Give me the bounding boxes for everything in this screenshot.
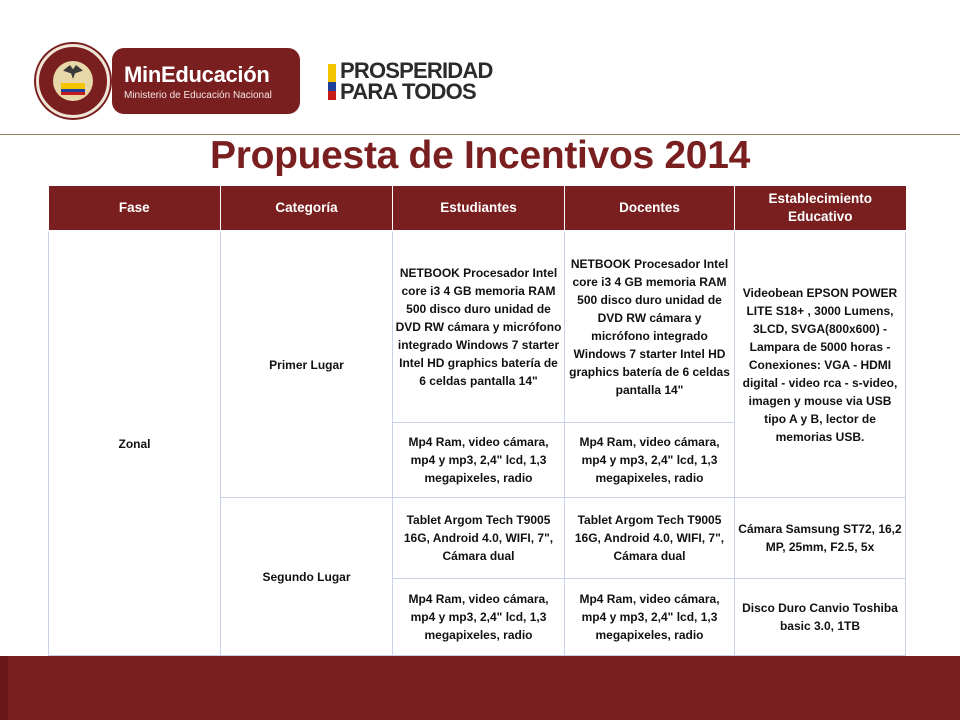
page-title: Propuesta de Incentivos 2014: [210, 134, 750, 177]
primer-docentes-prize-1: NETBOOK Procesador Intel core i3 4 GB memoria RAM 500 disco duro unidad de DVD RW cámara y micrófono integrado Windows 7 starter Intel HD graphics batería de 6 celdas pantalla 14": [565, 231, 735, 423]
table-row: [49, 231, 906, 423]
segundo-establecimiento-prize-1: Cámara Samsung ST72, 16,2 MP, 25mm, F2.5, 5x: [735, 498, 906, 579]
header-docentes: Docentes: [565, 186, 735, 231]
footer-edge: [0, 656, 8, 720]
segundo-estudiantes-prize-2: Mp4 Ram, video cámara, mp4 y mp3, 2,4" lcd, 1,3 megapixeles, radio: [393, 579, 565, 656]
colombia-flag-bar-icon: [328, 64, 336, 100]
campaign-line-2: PARA TODOS: [340, 79, 476, 104]
header-fase: Fase: [49, 186, 221, 231]
primer-estudiantes-prize-2: Mp4 Ram, video cámara, mp4 y mp3, 2,4" lcd, 1,3 megapixeles, radio: [393, 423, 565, 498]
footer-band: [0, 656, 960, 720]
seal-emblem-icon: [53, 61, 93, 101]
primer-estudiantes-prize-1: NETBOOK Procesador Intel core i3 4 GB memoria RAM 500 disco duro unidad de DVD RW cámara y micrófono integrado Windows 7 starter Intel HD graphics batería de 6 celdas pantalla 14": [393, 231, 565, 423]
header-estudiantes: Estudiantes: [393, 186, 565, 231]
header-categoria: Categoría: [221, 186, 393, 231]
category-primer-lugar: Primer Lugar: [221, 231, 393, 498]
mineducacion-logo: [112, 48, 300, 114]
header-establecimiento: Establecimiento Educativo: [735, 186, 906, 231]
colombia-flag-icon: [61, 83, 85, 95]
ministry-subtitle: Ministerio de Educación Nacional: [124, 90, 272, 101]
fase-cell: Zonal: [49, 231, 221, 656]
primer-docentes-prize-2: Mp4 Ram, video cámara, mp4 y mp3, 2,4" lcd, 1,3 megapixeles, radio: [565, 423, 735, 498]
incentives-table: [48, 186, 906, 656]
segundo-docentes-prize-2: Mp4 Ram, video cámara, mp4 y mp3, 2,4" lcd, 1,3 megapixeles, radio: [565, 579, 735, 656]
ministry-name: MinEducación: [124, 62, 270, 87]
segundo-estudiantes-prize-1: Tablet Argom Tech T9005 16G, Android 4.0, WIFI, 7", Cámara dual: [393, 498, 565, 579]
campaign-line-1: PROSPERIDAD: [340, 58, 493, 83]
prosperidad-logo: [328, 60, 498, 106]
segundo-docentes-prize-1: Tablet Argom Tech T9005 16G, Android 4.0, WIFI, 7", Cámara dual: [565, 498, 735, 579]
table-header-row: [49, 186, 906, 231]
colombia-seal-logo: [36, 44, 110, 118]
segundo-establecimiento-prize-2: Disco Duro Canvio Toshiba basic 3.0, 1TB: [735, 579, 906, 656]
campaign-text: [340, 60, 493, 102]
category-segundo-lugar: Segundo Lugar: [221, 498, 393, 656]
primer-establecimiento-prize: Videobean EPSON POWER LITE S18+ , 3000 Lumens, 3LCD, SVGA(800x600) -Lampara de 5000 horas - Conexiones: VGA - HDMI digital - video rca - s-video, imagen y mouse via USB tipo A y B, lector de memorias USB.: [735, 231, 906, 498]
